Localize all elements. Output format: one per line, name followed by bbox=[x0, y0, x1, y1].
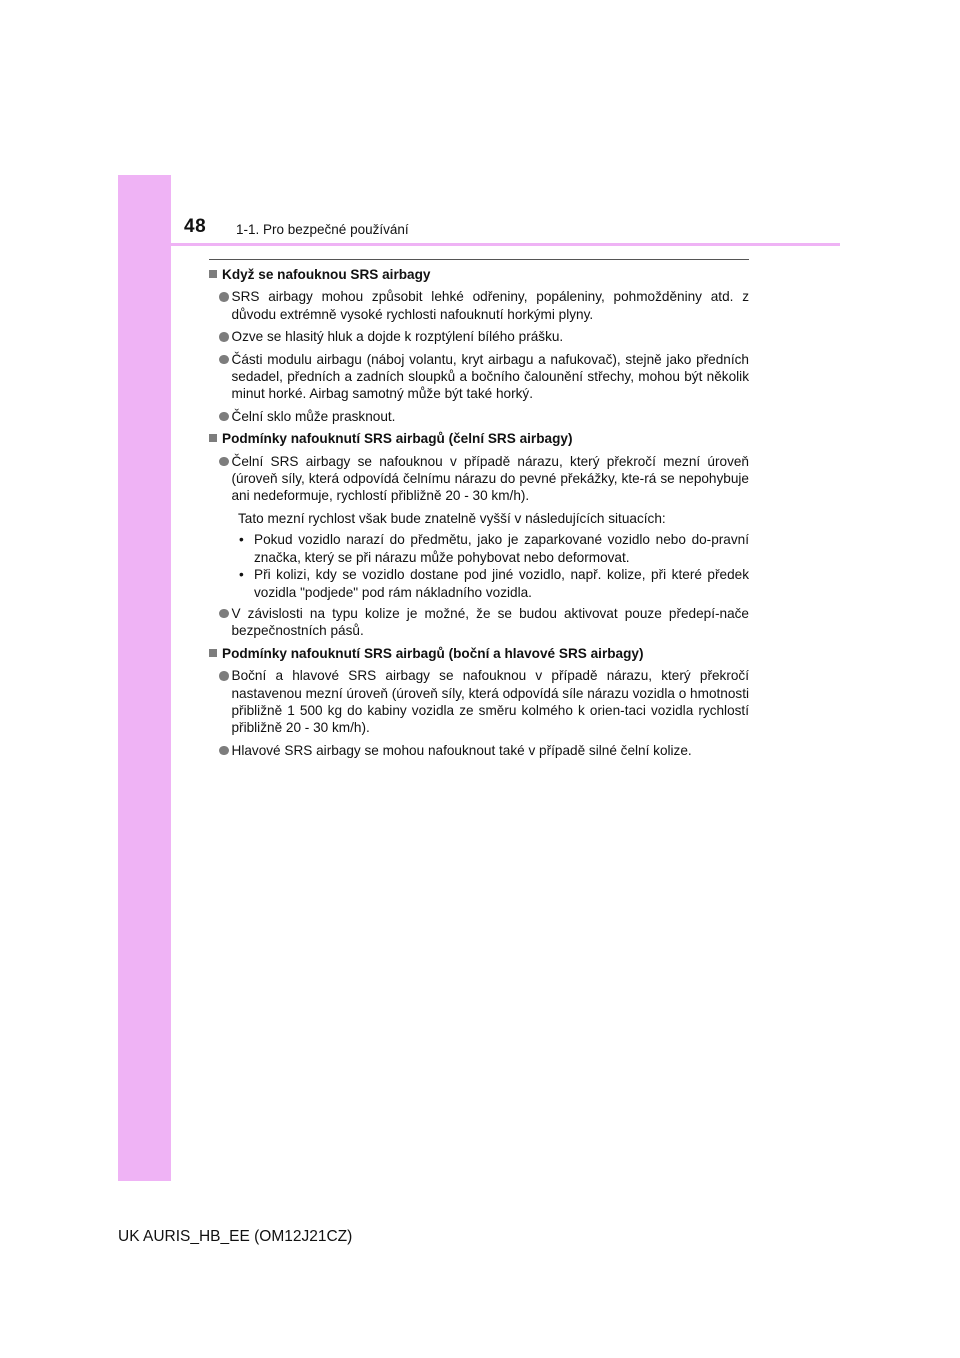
list-item: Části modulu airbagu (náboj volantu, kryt airbagu a nafukovač), stejně jako předních sedadel, předních a zadních sloupků a bočního čalounění střechy, mohou být několik minut horké. Airbag samotný může být také horký. bbox=[219, 351, 749, 403]
circle-bullet-icon bbox=[219, 457, 229, 467]
circle-bullet-icon bbox=[219, 746, 229, 756]
circle-bullet-icon bbox=[219, 609, 229, 619]
list-item: Boční a hlavové SRS airbagy se nafouknou v případě nárazu, který překročí nastavenou mezní úroveň (úroveň síly, která odpovídá síle nárazu vozidla o hmotnosti přibližně 1 500 kg do kabiny vozidla ze směru kolmého k orien-taci vozidla rychlostí přibližně 20 - 30 km/h). bbox=[219, 667, 749, 737]
circle-bullet-icon bbox=[219, 412, 229, 422]
footer-model-code: UK AURIS_HB_EE (OM12J21CZ) bbox=[118, 1228, 353, 1245]
section-title: 1-1. Pro bezpečné používání bbox=[236, 222, 409, 237]
circle-bullet-icon bbox=[219, 355, 229, 365]
sub-list-item: • Při kolizi, kdy se vozidlo dostane pod jiné vozidlo, např. kolize, při které předek vozidla "podjede" pod rám nákladního vozidla. bbox=[239, 567, 749, 600]
content-rule bbox=[209, 259, 749, 260]
list-item: Čelní sklo může prasknout. bbox=[219, 408, 749, 425]
note-text: Tato mezní rychlost však bude znatelně vyšší v následujících situacích: bbox=[238, 510, 666, 526]
list-item: Hlavové SRS airbagy se mohou nafouknout také v případě silné čelní kolize. bbox=[219, 742, 749, 759]
list-item: Ozve se hlasitý hluk a dojde k rozptýlení bílého prášku. bbox=[219, 328, 749, 345]
side-tab bbox=[118, 175, 171, 1181]
square-bullet-icon bbox=[209, 270, 217, 278]
list-item: V závislosti na typu kolize je možné, že se budou aktivovat pouze předepí-nače bezpečnostních pásů. bbox=[219, 605, 749, 640]
section-heading: Podmínky nafouknutí SRS airbagů (čelní SRS airbagy) bbox=[209, 430, 749, 447]
section-heading: Podmínky nafouknutí SRS airbagů (boční a hlavové SRS airbagy) bbox=[209, 645, 749, 662]
square-bullet-icon bbox=[209, 434, 217, 442]
circle-bullet-icon bbox=[219, 671, 229, 681]
square-bullet-icon bbox=[209, 649, 217, 657]
page-content bbox=[209, 266, 749, 764]
list-item: SRS airbagy mohou způsobit lehké odřeniny, popáleniny, pohmožděniny atd. z důvodu extrémně vysoké rychlosti nafouknutí horkými plyny. bbox=[219, 288, 749, 323]
circle-bullet-icon bbox=[219, 292, 229, 302]
small-bullet-icon: • bbox=[239, 567, 244, 583]
page-number: 48 bbox=[184, 216, 207, 237]
section-heading: Když se nafouknou SRS airbagy bbox=[209, 266, 749, 283]
circle-bullet-icon bbox=[219, 332, 229, 342]
list-item: Čelní SRS airbagy se nafouknou v případě nárazu, který překročí mezní úroveň (úroveň síly, která odpovídá čelnímu nárazu do pevné překážky, kte-rá se nepohybuje ani nedeformuje, rychlostí přibližně 20 - 30 km/h). bbox=[219, 453, 749, 505]
header-rule bbox=[118, 243, 840, 246]
sub-list-item: • Pokud vozidlo narazí do předmětu, jako je zaparkované vozidlo nebo do-pravní značka, který se při nárazu může pohybovat nebo deformovat. bbox=[239, 532, 749, 565]
small-bullet-icon: • bbox=[239, 532, 244, 548]
